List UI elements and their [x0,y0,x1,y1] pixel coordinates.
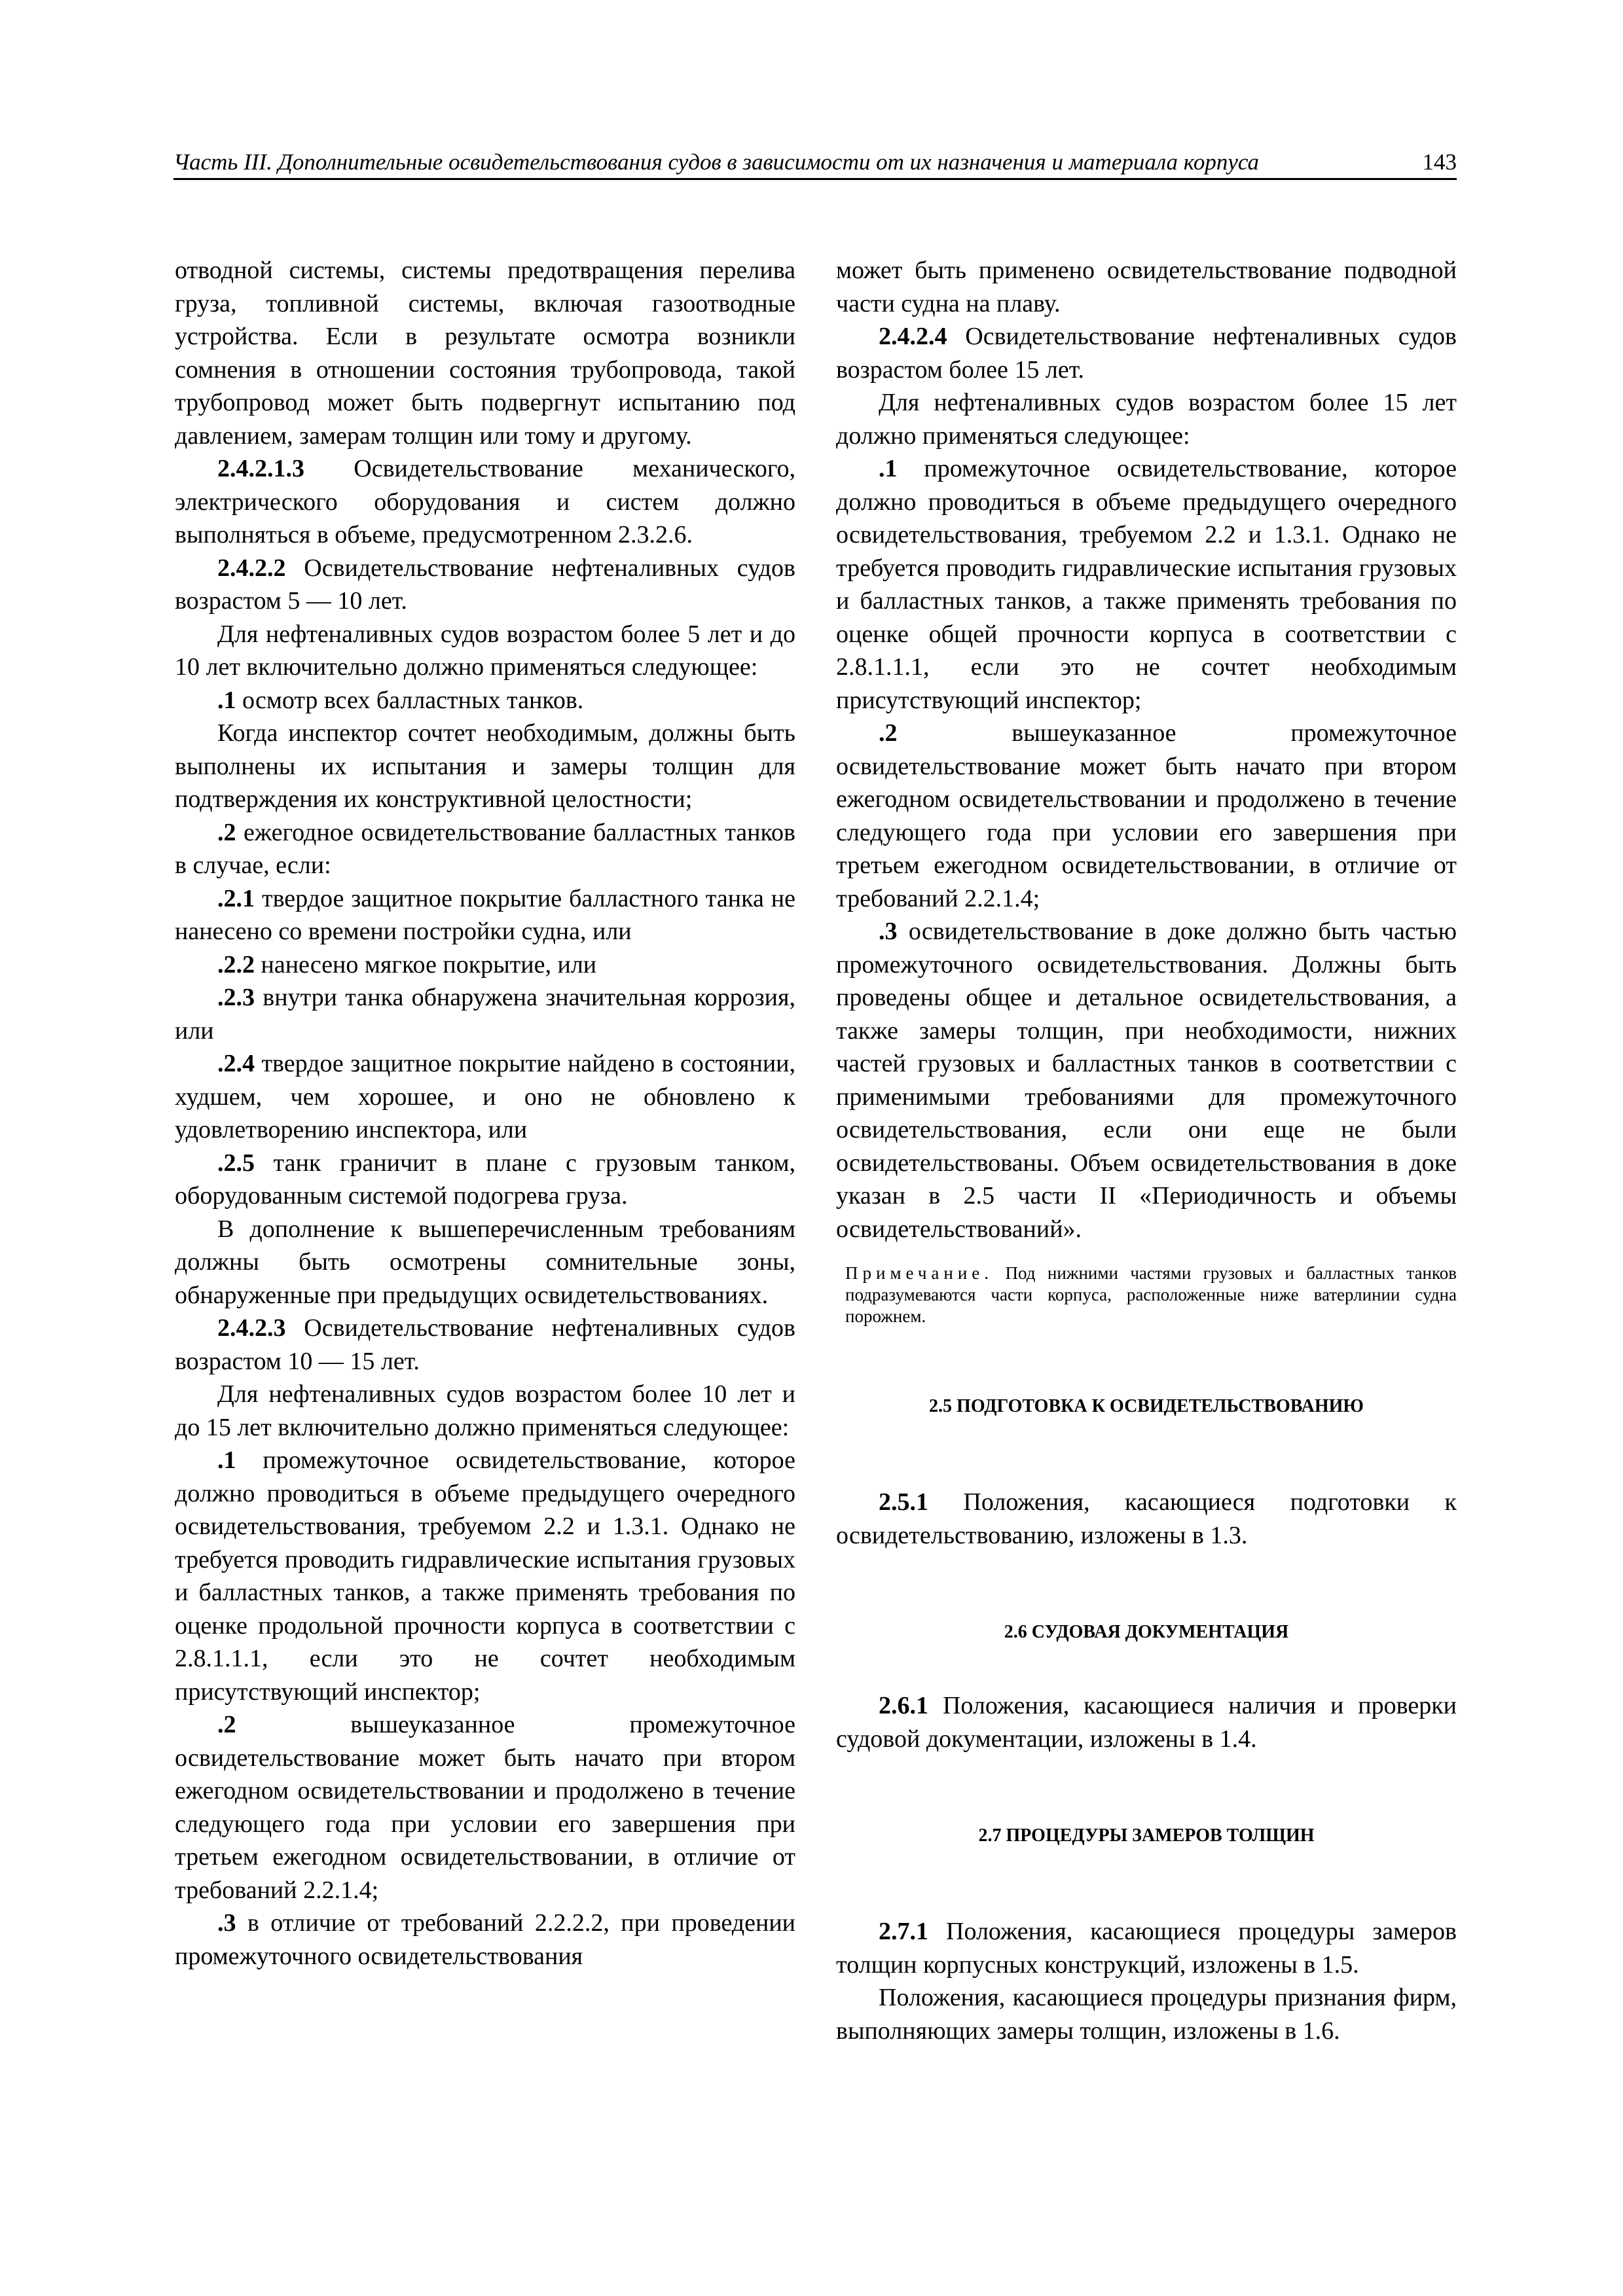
paragraph: 2.5.1 Положения, касающиеся подготовки к освидетельствованию, изложены в 1.3. [836,1488,1457,1549]
paragraph: 2.4.2.3 Освидетельствование нефтеналивных судов возрастом 10 — 15 лет. [175,1314,795,1375]
paragraph: 2.4.2.1.3 Освидетельствование механического, электрического оборудования и систем должно выполняться в объеме, предусмотренном 2.3.2.6. [175,455,795,548]
paragraph: Для нефтеналивных судов возрастом более 5 лет и до 10 лет включительно должно применяться следующее: [175,620,795,681]
paragraph: 2.7.1 Положения, касающиеся процедуры замеров толщин корпусных конструкций, изложены в 1.5. [836,1918,1457,1979]
paragraph: .2 ежегодное освидетельствование балластных танков в случае, если: [175,818,795,879]
paragraph: .2.4 твердое защитное покрытие найдено в состоянии, худшем, чем хорошее, и оно не обновлено к удовлетворению инспектора, или [175,1050,795,1143]
clause-number: .2.1 [217,884,255,912]
clause-number: 2.7.1 [879,1918,928,1945]
paragraph: .2.1 твердое защитное покрытие балластного танка не нанесено со времени постройки судна, или [175,884,795,945]
clause-number: .2 [879,719,898,747]
paragraph: может быть применено освидетельствование подводной части судна на плаву. [836,257,1457,317]
note: Примечание. Под нижними частями грузовых и балластных танков подразумеваются части корпуса, расположенные ниже ватерлинии судна порожнем. [845,1263,1457,1326]
clause-number: 2.5.1 [879,1488,928,1516]
right-column [836,254,1457,2047]
page-number: 143 [1422,149,1457,175]
paragraph: .2 вышеуказанное промежуточное освидетельствование может быть начато при втором ежегодном освидетельствовании и продолжено в течение следующего года при условии его завершения при третьем ежегодном освидетельствовании, в отличие от требований 2.2.1.4; [175,1711,795,1904]
clause-number: .1 [217,686,236,714]
clause-number: .2 [217,818,236,846]
paragraph: Положения, касающиеся процедуры признания фирм, выполняющих замеры толщин, изложены в 1.6. [836,1984,1457,2045]
clause-number: 2.4.2.4 [879,323,947,350]
clause-number: 2.4.2.1.3 [217,455,304,482]
paragraph: .2 вышеуказанное промежуточное освидетельствование может быть начато при втором ежегодном освидетельствовании и продолжено в течение следующего года при условии его завершения при третьем ежегодном освидетельствовании, в отличие от требований 2.2.1.4; [836,719,1457,912]
clause-number: 2.4.2.3 [217,1314,286,1342]
section-heading-2-6: 2.6 СУДОВАЯ ДОКУМЕНТАЦИЯ [1004,1622,1289,1642]
paragraph: 2.4.2.2 Освидетельствование нефтеналивных судов возрастом 5 — 10 лет. [175,554,795,615]
paragraph: 2.6.1 Положения, касающиеся наличия и проверки судовой документации, изложены в 1.4. [836,1692,1457,1753]
paragraph: .3 освидетельствование в доке должно быть частью промежуточного освидетельствования. Должны быть проведены общее и детальное освидетельствования, а также замеры толщин, при необходимости, нижних частей грузовых и балластных танков в соответствии с применимыми требованиями для промежуточного освидетельствования, если они еще не были освидетельствованы. Объем освидетельствования в доке указан в 2.5 части II «Периодичность и объемы освидетельствований». [836,918,1457,1243]
paragraph: Когда инспектор сочтет необходимым, должны быть выполнены их испытания и замеры толщин для подтверждения их конструктивной целостности; [175,719,795,813]
clause-number: 2.6.1 [879,1692,928,1719]
paragraph: .2.3 внутри танка обнаружена значительная коррозия, или [175,984,795,1045]
paragraph: Для нефтеналивных судов возрастом более 10 лет и до 15 лет включительно должно применяться следующее: [175,1380,795,1441]
clause-number: 2.4.2.2 [217,554,286,582]
paragraph: .3 в отличие от требований 2.2.2.2, при проведении промежуточного освидетельствования [175,1909,795,1970]
paragraph: 2.4.2.4 Освидетельствование нефтеналивных судов возрастом более 15 лет. [836,323,1457,384]
clause-number: .1 [217,1446,236,1474]
clause-number: .3 [217,1909,236,1937]
paragraph: .1 промежуточное освидетельствование, которое должно проводиться в объеме предыдущего очередного освидетельствования, требуемом 2.2 и 1.3.1. Однако не требуется проводить гидравлические испытания грузовых и балластных танков, а также применять требования по оценке продольной прочности корпуса в соответствии с 2.8.1.1.1, если это не сочтет необходимым присутствующий инспектор; [175,1446,795,1706]
clause-number: .3 [879,918,898,945]
section-heading-2-7: 2.7 ПРОЦЕДУРЫ ЗАМЕРОВ ТОЛЩИН [978,1825,1315,1846]
clause-number: .2.5 [217,1149,255,1177]
clause-number: .2.4 [217,1050,255,1077]
clause-number: .2.2 [217,950,255,978]
clause-number: .2 [217,1711,236,1738]
section-heading-2-5: 2.5 ПОДГОТОВКА К ОСВИДЕТЕЛЬСТВОВАНИЮ [929,1396,1364,1416]
paragraph: отводной системы, системы предотвращения перелива груза, топливной системы, включая газоотводные устройства. Если в результате осмотра возникли сомнения в отношении состояния трубопровода, такой трубопровод может быть подвергнут испытанию под давлением, замерам толщин или тому и другому. [175,257,795,450]
paragraph: В дополнение к вышеперечисленным требованиям должны быть осмотрены сомнительные зоны, обнаруженные при предыдущих освидетельствованиях. [175,1215,795,1309]
note-label: Примечание. [845,1263,994,1283]
paragraph: .1 промежуточное освидетельствование, которое должно проводиться в объеме предыдущего очередного освидетельствования, требуемом 2.2 и 1.3.1. Однако не требуется проводить гидравлические испытания грузовых и балластных танков, а также применять требования по оценке общей прочности корпуса в соответствии с 2.8.1.1.1, если это не сочтет необходимым присутствующий инспектор; [836,455,1457,714]
left-column [175,254,795,1973]
paragraph: .1 осмотр всех балластных танков. [217,686,584,714]
paragraph: .2.2 нанесено мягкое покрытие, или [217,950,597,978]
paragraph: Для нефтеналивных судов возрастом более 15 лет должно применяться следующее: [836,389,1457,450]
clause-number: .1 [879,455,898,482]
running-header [173,145,1457,180]
paragraph: .2.5 танк граничит в плане с грузовым танком, оборудованным системой подогрева груза. [175,1149,795,1210]
clause-number: .2.3 [217,984,255,1011]
header-title: Часть III. Дополнительные освидетельствования судов в зависимости от их назначения и материала корпуса [173,149,1259,175]
